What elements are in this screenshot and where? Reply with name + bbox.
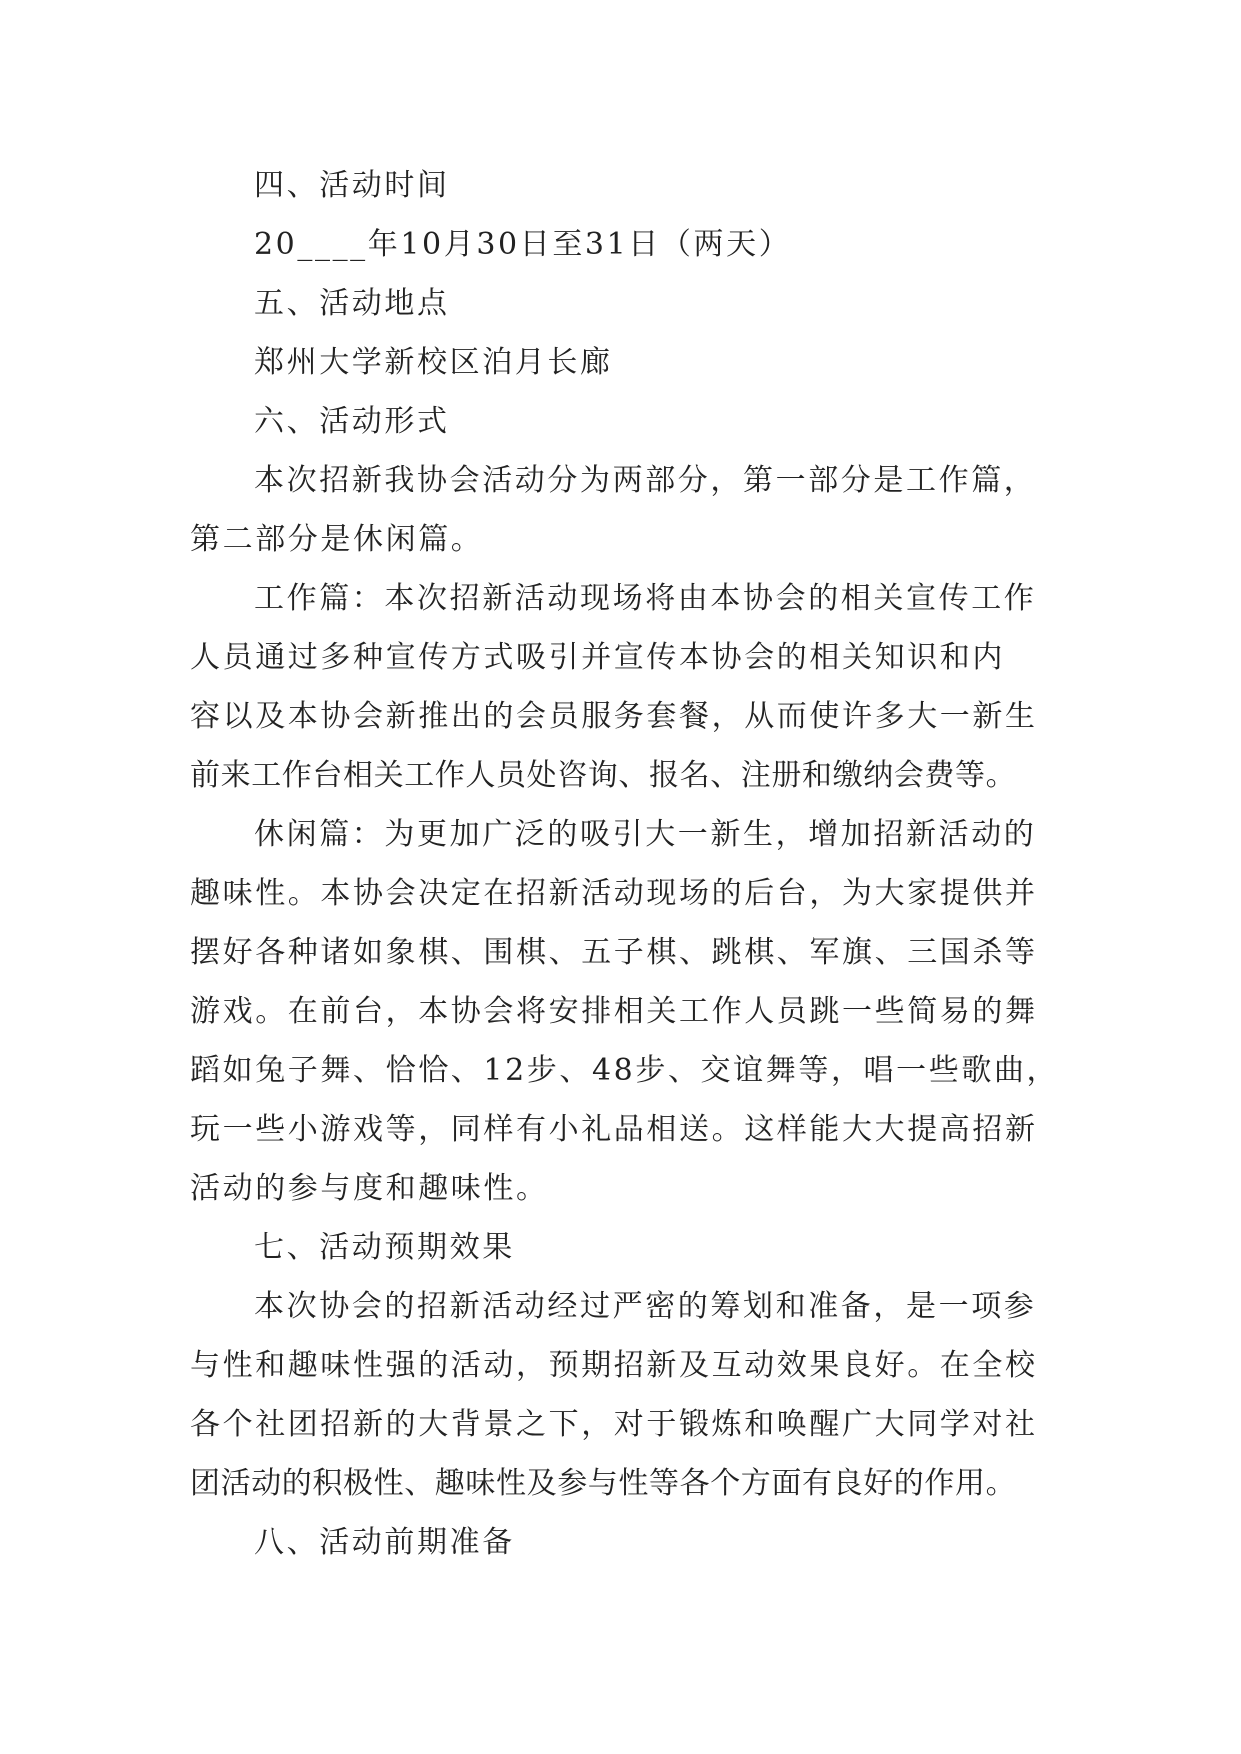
section-heading-preparation: 八、活动前期准备	[254, 1525, 515, 1560]
paragraph-line: 玩一些小游戏等，同样有小礼品相送。这样能大大提高招新	[190, 1112, 1038, 1147]
paragraph-line: 蹈如兔子舞、恰恰、12步、48步、交谊舞等，唱一些歌曲，	[190, 1053, 1060, 1088]
section-heading-expected-effect: 七、活动预期效果	[254, 1230, 515, 1265]
paragraph-line: 20____年10月30日至31日（两天）	[254, 227, 792, 262]
paragraph-line: 休闲篇：为更加广泛的吸引大一新生，增加招新活动的	[254, 817, 1037, 852]
paragraph-line: 人员通过多种宣传方式吸引并宣传本协会的相关知识和内	[190, 640, 1005, 675]
paragraph-line: 工作篇：本次招新活动现场将由本协会的相关宣传工作	[254, 581, 1037, 616]
paragraph-line: 第二部分是休闲篇。	[190, 522, 484, 557]
paragraph-line: 容以及本协会新推出的会员服务套餐，从而使许多大一新生	[190, 699, 1038, 734]
paragraph-line: 与性和趣味性强的活动，预期招新及互动效果良好。在全校	[190, 1348, 1038, 1383]
paragraph-line: 趣味性。本协会决定在招新活动现场的后台，为大家提供并	[190, 876, 1038, 911]
paragraph-line: 本次招新我协会活动分为两部分，第一部分是工作篇，	[254, 463, 1037, 498]
paragraph-line: 前来工作台相关工作人员处咨询、报名、注册和缴纳会费等。	[190, 758, 1017, 793]
section-heading-format: 六、活动形式	[254, 404, 450, 439]
paragraph-line: 团活动的积极性、趣味性及参与性等各个方面有良好的作用。	[190, 1466, 1017, 1501]
paragraph-line: 郑州大学新校区泊月长廊	[254, 345, 613, 380]
section-heading-location: 五、活动地点	[254, 286, 450, 321]
paragraph-line: 本次协会的招新活动经过严密的筹划和准备，是一项参	[254, 1289, 1037, 1324]
paragraph-line: 各个社团招新的大背景之下，对于锻炼和唤醒广大同学对社	[190, 1407, 1038, 1442]
section-heading-time: 四、活动时间	[254, 168, 450, 203]
paragraph-line: 游戏。在前台，本协会将安排相关工作人员跳一些简易的舞	[190, 994, 1038, 1029]
document-body	[190, 156, 1060, 1572]
paragraph-line: 活动的参与度和趣味性。	[190, 1171, 549, 1206]
paragraph-line: 摆好各种诸如象棋、围棋、五子棋、跳棋、军旗、三国杀等	[190, 935, 1038, 970]
